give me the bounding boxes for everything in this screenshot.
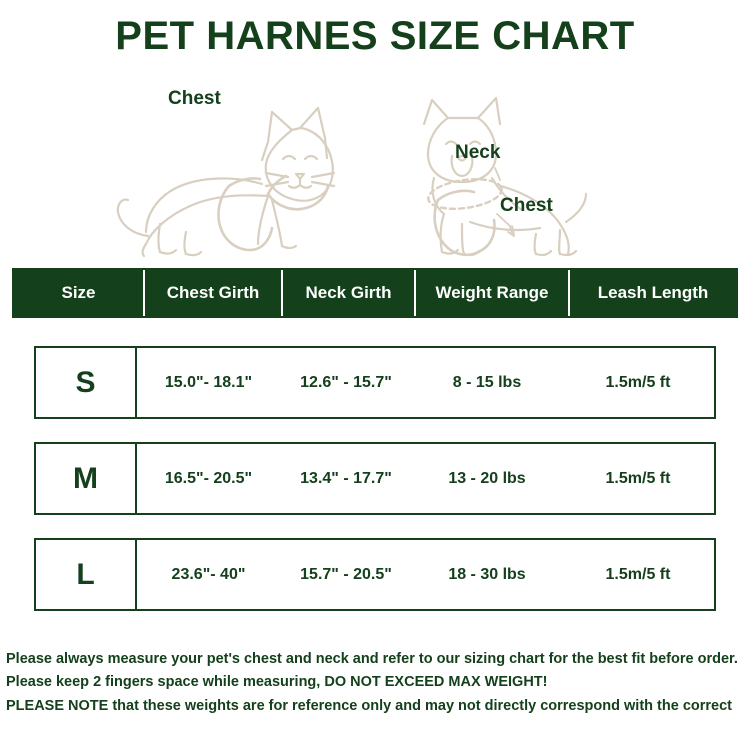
cell-weight-range: 13 - 20 lbs — [448, 469, 526, 487]
note-line: Please keep 2 fingers space while measuring, DO NOT EXCEED MAX WEIGHT! — [6, 674, 548, 691]
notes-section — [6, 648, 746, 718]
note-line: Please always measure your pet's chest and neck and refer to our sizing chart for the best fit before order. — [6, 651, 738, 667]
table-row — [34, 442, 716, 515]
pet-illustration — [0, 64, 750, 259]
header-cell-neck-girth: Neck Girth — [283, 270, 416, 316]
label-dog-neck: Neck — [455, 142, 501, 163]
header-cell-leash-length: Leash Length — [597, 283, 709, 302]
cell-leash-length: 1.5m/5 ft — [605, 565, 671, 583]
cell-size: L — [36, 540, 137, 609]
size-table — [12, 268, 738, 611]
cell-neck-girth: 12.6" - 15.7" — [300, 373, 392, 391]
header-cell-size: Size — [14, 270, 145, 316]
pet-drawing-svg — [0, 64, 750, 259]
cell-weight-range: 8 - 15 lbs — [452, 373, 522, 391]
label-dog-chest: Chest — [500, 195, 553, 216]
cell-neck-girth: 15.7" - 20.5" — [300, 565, 392, 583]
note-line: PLEASE NOTE that these weights are for reference only and may not directly correspond with the correct — [6, 697, 732, 714]
cell-weight-range: 18 - 30 lbs — [448, 565, 526, 583]
cell-size: S — [36, 348, 137, 417]
table-header-row — [12, 268, 738, 318]
cell-chest-girth: 15.0"- 18.1" — [164, 373, 253, 391]
cell-leash-length: 1.5m/5 ft — [605, 469, 671, 487]
page-title: PET HARNES SIZE CHART — [115, 14, 635, 58]
cell-size: M — [36, 444, 137, 513]
header-cell-chest-girth: Chest Girth — [145, 270, 283, 316]
table-row — [34, 538, 716, 611]
cell-chest-girth: 23.6"- 40" — [171, 565, 246, 583]
cell-chest-girth: 16.5"- 20.5" — [164, 469, 253, 487]
table-row — [34, 346, 716, 419]
cell-neck-girth: 13.4" - 17.7" — [300, 469, 392, 487]
cell-leash-length: 1.5m/5 ft — [605, 373, 671, 391]
header-cell-weight-range: Weight Range — [416, 270, 570, 316]
label-cat-chest: Chest — [168, 88, 221, 109]
